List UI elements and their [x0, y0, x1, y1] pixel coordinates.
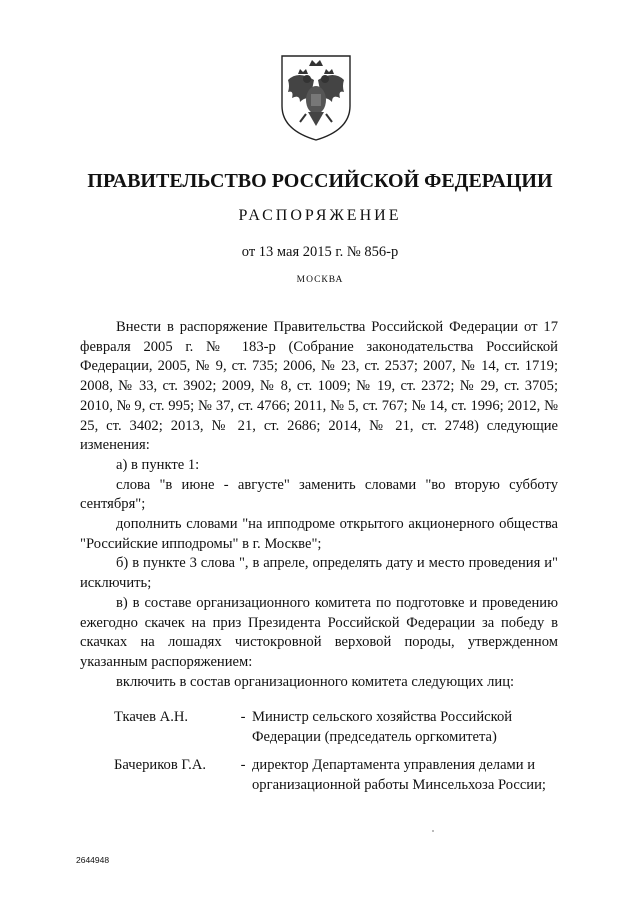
scan-speck: [432, 830, 434, 832]
member-dash: -: [240, 757, 246, 773]
committee-members-list: [80, 708, 558, 804]
member-row: [80, 756, 558, 796]
member-dash: -: [240, 709, 246, 725]
document-body: [80, 318, 558, 692]
paragraph: Внести в распоряжение Правительства Российской Федерации от 17 февраля 2005 г. № 183-р (Собрание законодательства Российской Федерации, 2005, № 9, ст. 735; 2006, № 23, ст. 2537; 2007, № 14, ст. 1719; 2008, № 33, ст. 3902; 2009, № 8, ст. 1009; № 19, ст. 2372; № 29, ст. 3705; 2010, № 9, ст. 995; № 37, ст. 4766; 2011, № 5, ст. 767; № 14, ст. 1996; 2012, № 25, ст. 3402; 2013, № 21, ст. 2686; 2014, № 21, ст. 2748) следующие изменения:: [80, 319, 558, 454]
member-name: Ткачев А.Н.: [114, 709, 189, 725]
member-row: [80, 708, 558, 748]
document-date-number: от 13 мая 2015 г. № 856-р: [241, 244, 399, 260]
paragraph: дополнить словами "на ипподроме открытого акционерного общества "Российские ипподромы" в г. Москве";: [80, 516, 558, 552]
paragraph: слова "в июне - августе" заменить словами "во вторую субботу сентября";: [80, 476, 558, 513]
footer-document-code: 2644948: [76, 855, 110, 865]
coat-of-arms-icon: [276, 50, 356, 144]
document-type: РАСПОРЯЖЕНИЕ: [238, 207, 402, 224]
paragraph: в) в составе организационного комитета по подготовке и проведению ежегодно скачек на приз Президента Российской Федерации за победу в скачках на лошадях чистокровной верховой породы, утвержденном указанным распоряжением:: [80, 594, 558, 670]
paragraph: включить в состав организационного комитета следующих лиц:: [116, 673, 515, 690]
member-name: Бачериков Г.А.: [114, 757, 207, 773]
government-title: ПРАВИТЕЛЬСТВО РОССИЙСКОЙ ФЕДЕРАЦИИ: [87, 170, 553, 192]
document-city: МОСКВА: [296, 275, 344, 285]
member-role: Министр сельского хозяйства Российской Федерации (председатель оргкомитета): [252, 709, 513, 745]
member-role: директор Департамента управления делами и организационной работы Минсельхоза России;: [252, 757, 546, 793]
paragraph: а) в пункте 1:: [116, 456, 200, 473]
paragraph: б) в пункте 3 слова ", в апреле, определять дату и место проведения и" исключить;: [80, 555, 558, 592]
